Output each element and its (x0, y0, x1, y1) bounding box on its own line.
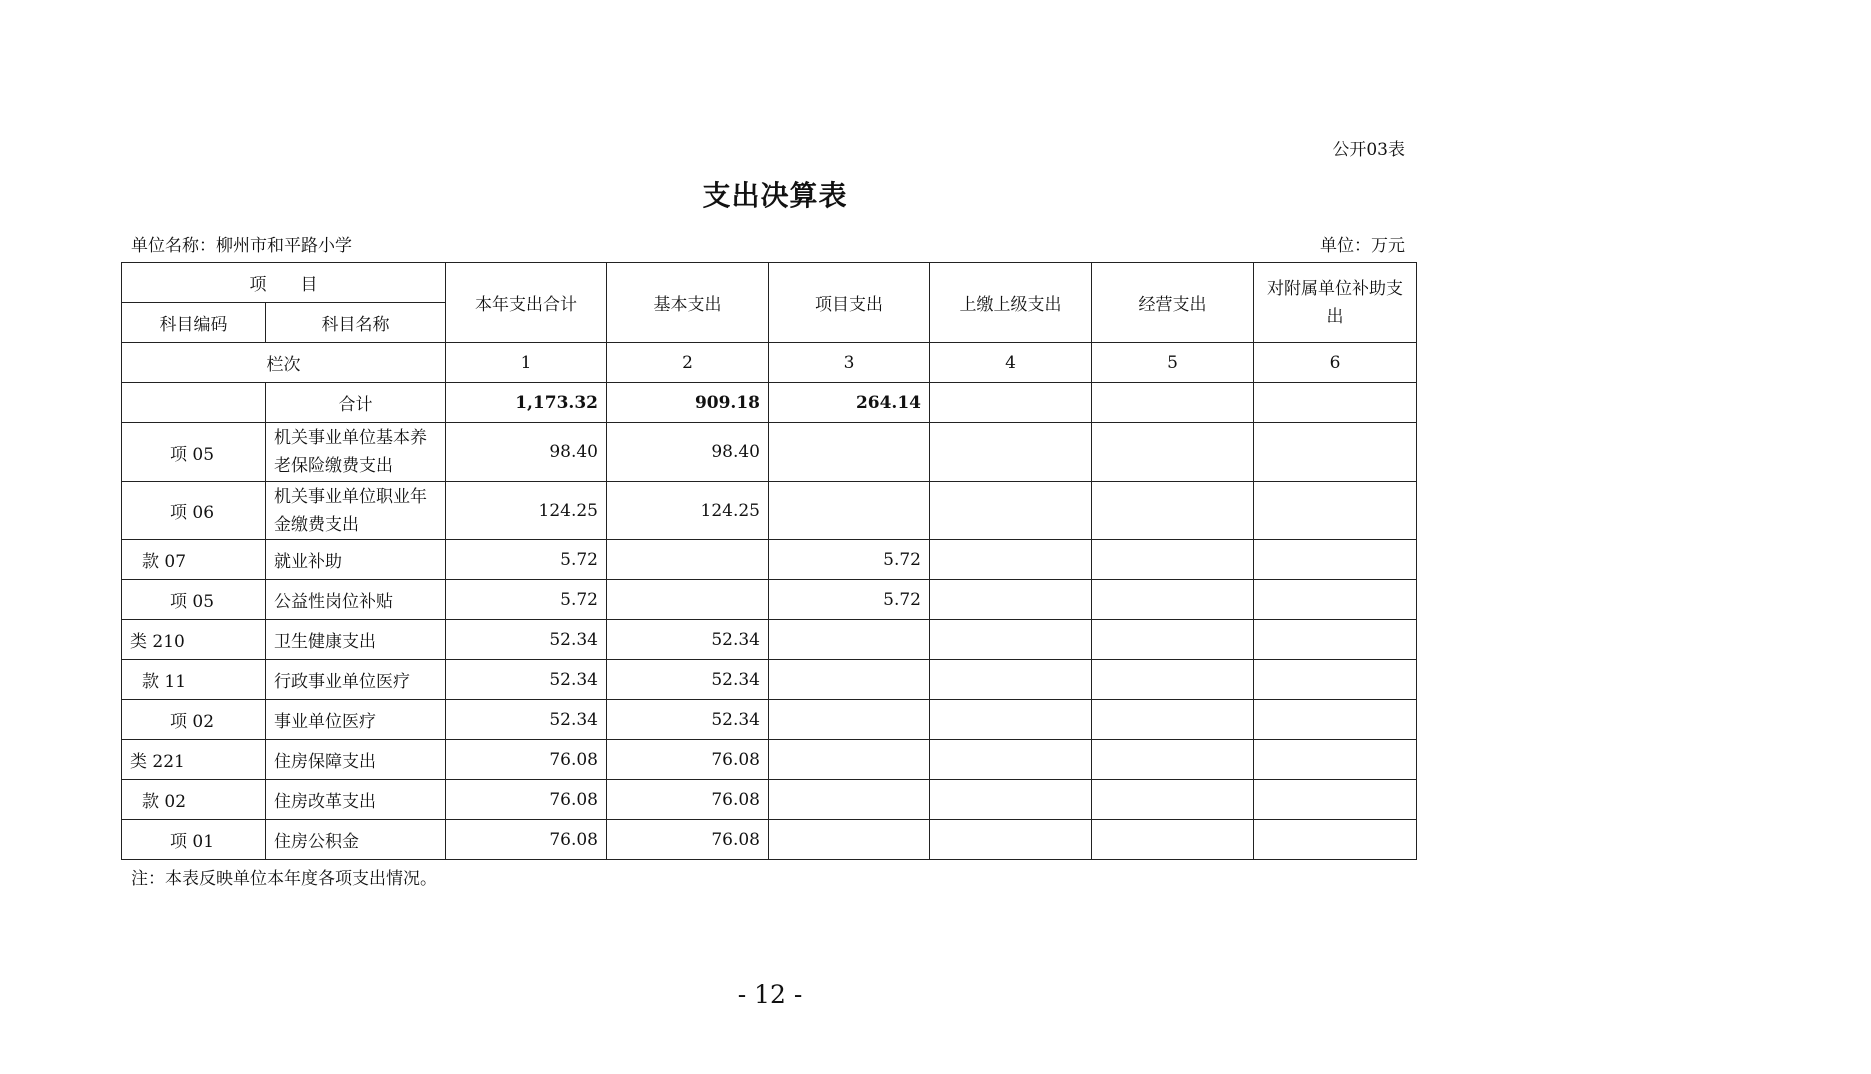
row-total: 98.40 (446, 423, 607, 482)
row-subsidy (1254, 423, 1417, 482)
row-operating (1092, 780, 1254, 820)
header-subsidy-expense: 对附属单位补助支出 (1254, 263, 1417, 343)
row-name: 机关事业单位职业年金缴费支出 (266, 482, 446, 540)
row-total: 5.72 (446, 580, 607, 620)
header-project-expense: 项目支出 (769, 263, 930, 343)
document-title: 支出决算表 (702, 179, 848, 212)
table-row (122, 820, 1417, 860)
row-operating (1092, 423, 1254, 482)
index-cell: 1 (446, 343, 607, 383)
index-cell: 2 (607, 343, 769, 383)
row-upper (930, 540, 1092, 580)
row-basic: 76.08 (607, 780, 769, 820)
row-operating (1092, 820, 1254, 860)
header-upper-payment: 上缴上级支出 (930, 263, 1092, 343)
row-operating (1092, 700, 1254, 740)
table-row (122, 660, 1417, 700)
row-subsidy (1254, 540, 1417, 580)
row-project (769, 780, 930, 820)
total-value-total: 1,173.32 (446, 383, 607, 423)
row-subsidy (1254, 780, 1417, 820)
row-name: 住房改革支出 (266, 780, 446, 820)
row-upper (930, 780, 1092, 820)
row-project (769, 423, 930, 482)
row-name: 就业补助 (266, 540, 446, 580)
row-code: 类 210 (122, 620, 266, 660)
row-code: 款 02 (122, 780, 266, 820)
form-code: 公开03表 (1332, 140, 1405, 160)
header-operating-expense: 经营支出 (1092, 263, 1254, 343)
row-basic: 52.34 (607, 700, 769, 740)
row-project (769, 700, 930, 740)
row-upper (930, 820, 1092, 860)
index-label: 栏次 (122, 343, 446, 383)
index-cell: 5 (1092, 343, 1254, 383)
header-subject-code: 科目编码 (122, 303, 266, 343)
table-row (122, 580, 1417, 620)
row-subsidy (1254, 820, 1417, 860)
row-subsidy (1254, 620, 1417, 660)
total-code-cell (122, 383, 266, 423)
row-code: 项 02 (122, 700, 266, 740)
row-code: 项 05 (122, 580, 266, 620)
row-project (769, 820, 930, 860)
row-project: 5.72 (769, 540, 930, 580)
row-total: 76.08 (446, 820, 607, 860)
row-operating (1092, 580, 1254, 620)
row-total: 52.34 (446, 620, 607, 660)
row-name: 机关事业单位基本养老保险缴费支出 (266, 423, 446, 482)
row-basic: 124.25 (607, 482, 769, 540)
row-project (769, 620, 930, 660)
row-upper (930, 620, 1092, 660)
row-total: 52.34 (446, 700, 607, 740)
expense-table (121, 262, 1417, 860)
row-operating (1092, 660, 1254, 700)
row-upper (930, 423, 1092, 482)
header-basic-expense: 基本支出 (607, 263, 769, 343)
row-total: 124.25 (446, 482, 607, 540)
row-code: 款 11 (122, 660, 266, 700)
row-total: 5.72 (446, 540, 607, 580)
row-upper (930, 660, 1092, 700)
table-row (122, 540, 1417, 580)
unit-measure: 单位：万元 (1320, 236, 1405, 256)
row-operating (1092, 540, 1254, 580)
page-number: - 12 - (737, 980, 803, 1009)
total-value-project: 264.14 (769, 383, 930, 423)
row-basic: 52.34 (607, 660, 769, 700)
total-value-operating (1092, 383, 1254, 423)
unit-name: 单位名称：柳州市和平路小学 (131, 236, 352, 256)
row-subsidy (1254, 580, 1417, 620)
row-code: 类 221 (122, 740, 266, 780)
row-subsidy (1254, 482, 1417, 540)
row-total: 76.08 (446, 740, 607, 780)
row-operating (1092, 620, 1254, 660)
table-row (122, 482, 1417, 540)
row-subsidy (1254, 740, 1417, 780)
row-name: 公益性岗位补贴 (266, 580, 446, 620)
row-operating (1092, 482, 1254, 540)
row-project (769, 660, 930, 700)
table-row (122, 740, 1417, 780)
row-code: 项 06 (122, 482, 266, 540)
index-cell: 3 (769, 343, 930, 383)
row-upper (930, 482, 1092, 540)
row-project: 5.72 (769, 580, 930, 620)
row-total: 76.08 (446, 780, 607, 820)
header-total-expense: 本年支出合计 (446, 263, 607, 343)
row-basic (607, 580, 769, 620)
total-label: 合计 (266, 383, 446, 423)
index-row (122, 343, 1417, 383)
index-cell: 4 (930, 343, 1092, 383)
table-note: 注：本表反映单位本年度各项支出情况。 (131, 869, 437, 889)
row-name: 行政事业单位医疗 (266, 660, 446, 700)
header-item: 项 目 (122, 263, 446, 303)
row-basic (607, 540, 769, 580)
total-value-basic: 909.18 (607, 383, 769, 423)
total-row (122, 383, 1417, 423)
row-code: 款 07 (122, 540, 266, 580)
row-upper (930, 700, 1092, 740)
row-basic: 98.40 (607, 423, 769, 482)
row-name: 卫生健康支出 (266, 620, 446, 660)
row-basic: 52.34 (607, 620, 769, 660)
header-subject-name: 科目名称 (266, 303, 446, 343)
index-cell: 6 (1254, 343, 1417, 383)
row-subsidy (1254, 660, 1417, 700)
total-value-upper (930, 383, 1092, 423)
row-code: 项 01 (122, 820, 266, 860)
row-name: 住房保障支出 (266, 740, 446, 780)
row-code: 项 05 (122, 423, 266, 482)
row-operating (1092, 740, 1254, 780)
table-row (122, 700, 1417, 740)
row-total: 52.34 (446, 660, 607, 700)
row-project (769, 740, 930, 780)
row-upper (930, 580, 1092, 620)
table-row (122, 423, 1417, 482)
row-basic: 76.08 (607, 740, 769, 780)
table-row (122, 620, 1417, 660)
row-name: 事业单位医疗 (266, 700, 446, 740)
total-value-subsidy (1254, 383, 1417, 423)
row-basic: 76.08 (607, 820, 769, 860)
row-upper (930, 740, 1092, 780)
table-row (122, 780, 1417, 820)
row-project (769, 482, 930, 540)
row-subsidy (1254, 700, 1417, 740)
row-name: 住房公积金 (266, 820, 446, 860)
